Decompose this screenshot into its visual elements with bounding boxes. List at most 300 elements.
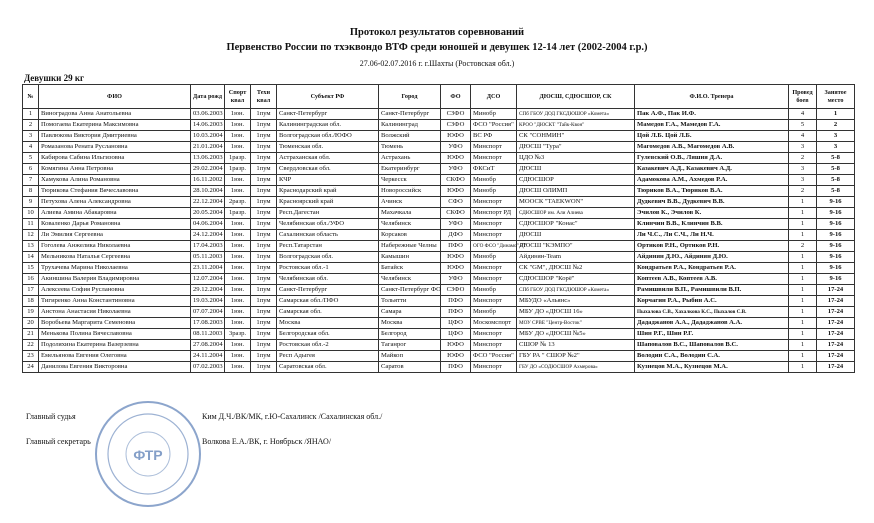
- table-cell: 22: [23, 340, 39, 351]
- chief-judge-value: Ким Д.Ч./ВК/МК, г.Ю-Сахалинск /Сахалинская обл./: [202, 412, 383, 421]
- table-cell: Кузнецов М.А., Кузнецов М.А.: [635, 362, 789, 373]
- table-cell: Санкт-Петербург ФО: [379, 285, 441, 296]
- table-row: [23, 307, 855, 318]
- table-cell: 23: [23, 351, 39, 362]
- table-cell: Минспорт: [471, 340, 517, 351]
- table-cell: 5-8: [817, 164, 855, 175]
- column-header: Провед боев: [789, 85, 817, 109]
- table-cell: СЗФО: [441, 285, 471, 296]
- table-cell: 3: [789, 142, 817, 153]
- table-cell: 2: [789, 241, 817, 252]
- table-cell: МБУ ДО «ДЮСШ 16»: [517, 307, 635, 318]
- table-cell: 16.11.2002: [191, 175, 225, 186]
- table-cell: МООСК "TAEKWON": [517, 197, 635, 208]
- table-cell: 17-24: [817, 351, 855, 362]
- table-cell: Трухачева Марина Николаевна: [39, 263, 191, 274]
- table-cell: Белгород: [379, 329, 441, 340]
- table-cell: 1юн.: [225, 318, 251, 329]
- table-cell: Шаповалов В.С., Шаповалов В.С.: [635, 340, 789, 351]
- table-cell: 17-24: [817, 329, 855, 340]
- table-cell: Пыхалова С.В., Хахалкова К.С., Пыхалов С.В.: [635, 307, 789, 318]
- table-cell: Респ Адыгея: [277, 351, 379, 362]
- table-cell: 14.06.2003: [191, 120, 225, 131]
- table-cell: ПФО: [441, 362, 471, 373]
- table-row: [23, 362, 855, 373]
- table-cell: Санкт-Петербург: [277, 109, 379, 120]
- table-cell: СК "GM", ДЮСШ №2: [517, 263, 635, 274]
- table-body: [23, 109, 855, 373]
- table-cell: 1разр.: [225, 208, 251, 219]
- table-cell: Виноградова Анна Анатольевна: [39, 109, 191, 120]
- table-cell: Москомспорт: [471, 318, 517, 329]
- table-cell: 2: [817, 120, 855, 131]
- table-cell: 1юн.: [225, 362, 251, 373]
- table-cell: СДЮСШОР "Корё": [517, 274, 635, 285]
- table-row: [23, 318, 855, 329]
- table-cell: Рамишвили В.П., Рамишвили В.П.: [635, 285, 789, 296]
- table-cell: 05.11.2003: [191, 252, 225, 263]
- table-cell: СДЮСШОР: [517, 175, 635, 186]
- table-cell: ОГО ФСО "Динамо" РТ: [471, 241, 517, 252]
- column-header: Ф.И.О. Тренера: [635, 85, 789, 109]
- table-cell: Волжский: [379, 131, 441, 142]
- table-cell: ЦФО: [441, 318, 471, 329]
- table-cell: 20: [23, 318, 39, 329]
- table-cell: 5: [789, 120, 817, 131]
- table-row: [23, 329, 855, 340]
- table-cell: ФСО "Россия": [471, 351, 517, 362]
- table-cell: 1пум: [251, 274, 277, 285]
- table-cell: 9-16: [817, 263, 855, 274]
- table-cell: Минобр: [471, 285, 517, 296]
- table-cell: Клинчин В.В., Клинчин В.В.: [635, 219, 789, 230]
- table-cell: 24: [23, 362, 39, 373]
- table-cell: Петухова Алена Александровна: [39, 197, 191, 208]
- table-cell: 1юн.: [225, 241, 251, 252]
- table-cell: 1пум: [251, 329, 277, 340]
- table-cell: 1юн.: [225, 340, 251, 351]
- table-cell: Мельникова Наталья Сергеевна: [39, 252, 191, 263]
- table-cell: ГБУ ДО «СОДЮСШОР Ахмерова»: [517, 362, 635, 373]
- table-cell: Санкт-Петербург: [277, 285, 379, 296]
- table-cell: 1: [789, 263, 817, 274]
- table-cell: ФКСиТ: [471, 164, 517, 175]
- table-cell: 1юн.: [225, 109, 251, 120]
- table-cell: Челябинск: [379, 219, 441, 230]
- table-cell: Адамокова А.М., Ахмедов Р.А.: [635, 175, 789, 186]
- table-cell: Минспорт: [471, 274, 517, 285]
- table-cell: ДЮСШ: [517, 164, 635, 175]
- table-row: [23, 120, 855, 131]
- table-cell: УФО: [441, 219, 471, 230]
- table-cell: УФО: [441, 164, 471, 175]
- table-cell: Саратовская обл.: [277, 362, 379, 373]
- table-cell: 3: [789, 175, 817, 186]
- column-header: Дата рожд: [191, 85, 225, 109]
- table-cell: Комягина Анна Петровна: [39, 164, 191, 175]
- table-cell: Батайск: [379, 263, 441, 274]
- table-cell: ЦДО №3: [517, 153, 635, 164]
- table-cell: 17-24: [817, 296, 855, 307]
- competition-title: Первенство России по тхэквондо ВТФ среди юношей и девушек 12-14 лет (2002-2004 г.р.): [226, 42, 648, 53]
- column-header: ДСО: [471, 85, 517, 109]
- table-cell: 1пум: [251, 362, 277, 373]
- table-cell: Минспорт: [471, 329, 517, 340]
- table-cell: 1пум: [251, 318, 277, 329]
- table-row: [23, 153, 855, 164]
- table-cell: Кабирова Сабина Ильгизовна: [39, 153, 191, 164]
- table-cell: Кондратьев Р.А., Кондратьев Р.А.: [635, 263, 789, 274]
- stamp-text: ФТР: [133, 447, 163, 463]
- table-cell: 29.02.2004: [191, 164, 225, 175]
- table-row: [23, 230, 855, 241]
- table-row: [23, 175, 855, 186]
- table-cell: Минспорт: [471, 197, 517, 208]
- table-cell: Шин Р.Г., Шин Р.Г.: [635, 329, 789, 340]
- table-cell: СДЮСШОР "Конас": [517, 219, 635, 230]
- table-cell: 19: [23, 307, 39, 318]
- table-cell: 7: [23, 175, 39, 186]
- table-cell: 1: [817, 109, 855, 120]
- table-row: [23, 252, 855, 263]
- table-cell: 1юн.: [225, 307, 251, 318]
- table-cell: СДЮСШОР им. Али Алиева: [517, 208, 635, 219]
- table-cell: 9-16: [817, 230, 855, 241]
- table-cell: 3разр.: [225, 329, 251, 340]
- table-cell: Корчагин Р.А., Рыбин А.С.: [635, 296, 789, 307]
- table-cell: 5-8: [817, 153, 855, 164]
- table-cell: 5-8: [817, 175, 855, 186]
- table-cell: 1пум: [251, 120, 277, 131]
- table-cell: Ли Ч.С., Ли С.Ч., Ли Н.Ч.: [635, 230, 789, 241]
- column-header: Город: [379, 85, 441, 109]
- table-row: [23, 241, 855, 252]
- table-cell: 17: [23, 285, 39, 296]
- table-cell: 1пум: [251, 131, 277, 142]
- table-cell: СЗФО: [441, 120, 471, 131]
- table-cell: 3: [789, 164, 817, 175]
- table-cell: 07.07.2004: [191, 307, 225, 318]
- table-cell: Челябинская обл.: [277, 274, 379, 285]
- table-cell: 1: [789, 230, 817, 241]
- table-cell: 9: [23, 197, 39, 208]
- column-header: №: [23, 85, 39, 109]
- table-cell: Айдинян-Team: [517, 252, 635, 263]
- table-cell: 1юн.: [225, 186, 251, 197]
- table-cell: Цой Л.Б. Цой Л.Б.: [635, 131, 789, 142]
- table-cell: 1: [789, 285, 817, 296]
- table-cell: Волгоградская обл.: [277, 252, 379, 263]
- table-cell: Тюменская обл.: [277, 142, 379, 153]
- table-cell: Калининград: [379, 120, 441, 131]
- table-row: [23, 274, 855, 285]
- table-cell: 24.12.2004: [191, 230, 225, 241]
- table-cell: 17-24: [817, 307, 855, 318]
- table-cell: СКФО: [441, 175, 471, 186]
- table-cell: 13.06.2003: [191, 153, 225, 164]
- column-header: Субъект РФ: [277, 85, 379, 109]
- table-cell: 1пум: [251, 175, 277, 186]
- table-cell: Корсаков: [379, 230, 441, 241]
- table-cell: 1: [789, 219, 817, 230]
- table-cell: Ли Эмилия Сергеевна: [39, 230, 191, 241]
- table-cell: Махачкала: [379, 208, 441, 219]
- column-header: Техн квал: [251, 85, 277, 109]
- table-cell: ЮФО: [441, 186, 471, 197]
- table-cell: 1юн.: [225, 351, 251, 362]
- table-cell: ДЮСШ "Тура": [517, 142, 635, 153]
- table-cell: Магомедов А.В., Магомедов А.В.: [635, 142, 789, 153]
- table-cell: 1пум: [251, 263, 277, 274]
- table-row: [23, 351, 855, 362]
- table-cell: 21.01.2004: [191, 142, 225, 153]
- table-cell: Краснодарский край: [277, 186, 379, 197]
- table-cell: ДЮСШ: [517, 230, 635, 241]
- table-cell: 17-24: [817, 318, 855, 329]
- table-cell: Минобр: [471, 252, 517, 263]
- table-cell: Сахалинская область: [277, 230, 379, 241]
- table-cell: 04.06.2004: [191, 219, 225, 230]
- table-cell: 5: [23, 153, 39, 164]
- table-cell: ФСО "Россия": [471, 120, 517, 131]
- table-cell: 1: [789, 307, 817, 318]
- table-cell: 3: [817, 131, 855, 142]
- column-header: Занятое место: [817, 85, 855, 109]
- table-cell: Москва: [277, 318, 379, 329]
- table-cell: 07.02.2003: [191, 362, 225, 373]
- document-title: Протокол результатов соревнований: [349, 27, 525, 38]
- table-cell: Ростовская обл.-1: [277, 263, 379, 274]
- table-cell: 1: [789, 208, 817, 219]
- table-row: [23, 219, 855, 230]
- table-cell: 1юн.: [225, 219, 251, 230]
- table-cell: 1пум: [251, 296, 277, 307]
- table-cell: 17-24: [817, 340, 855, 351]
- table-cell: Красноярский край: [277, 197, 379, 208]
- column-header: ФИО: [39, 85, 191, 109]
- table-cell: 1юн.: [225, 175, 251, 186]
- table-cell: Тигиренко Анна Константиновна: [39, 296, 191, 307]
- table-cell: Мамедов Г.А., Мамедов Г.А.: [635, 120, 789, 131]
- table-cell: Минспорт: [471, 263, 517, 274]
- table-cell: 21: [23, 329, 39, 340]
- table-cell: 08.11.2003: [191, 329, 225, 340]
- table-cell: 1: [789, 318, 817, 329]
- table-cell: 1пум: [251, 230, 277, 241]
- table-cell: 2: [789, 153, 817, 164]
- table-cell: ПФО: [441, 241, 471, 252]
- table-cell: 2разр.: [225, 197, 251, 208]
- table-cell: 1юн.: [225, 230, 251, 241]
- table-row: [23, 296, 855, 307]
- table-row: [23, 164, 855, 175]
- table-cell: Минспорт: [471, 219, 517, 230]
- table-cell: 11: [23, 219, 39, 230]
- table-cell: ЮФО: [441, 263, 471, 274]
- table-cell: ДЮСШ ОЛИМП: [517, 186, 635, 197]
- table-cell: Казакевич А.Д., Казакевич А.Д.: [635, 164, 789, 175]
- results-table: [22, 84, 855, 373]
- table-cell: 1пум: [251, 351, 277, 362]
- table-cell: Набережные Челны: [379, 241, 441, 252]
- table-cell: 12.07.2004: [191, 274, 225, 285]
- table-row: [23, 197, 855, 208]
- table-cell: Алиева Амина Абакаровна: [39, 208, 191, 219]
- table-row: [23, 131, 855, 142]
- table-cell: Павлюкова Виктория Дмитриевна: [39, 131, 191, 142]
- table-cell: СКФО: [441, 208, 471, 219]
- table-cell: Гулевский О.В., Ляшня Д.А.: [635, 153, 789, 164]
- column-header: ДЮСШ, СДЮСШОР, СК: [517, 85, 635, 109]
- table-cell: Тюрикова Стефания Вячеславовна: [39, 186, 191, 197]
- table-row: [23, 109, 855, 120]
- table-cell: Тюриков В.А., Тюриков В.А.: [635, 186, 789, 197]
- table-cell: Калининградская обл.: [277, 120, 379, 131]
- table-cell: Айдинян Д.Ю., Айдинян Д.Ю.: [635, 252, 789, 263]
- table-cell: 9-16: [817, 197, 855, 208]
- table-cell: 1юн.: [225, 274, 251, 285]
- table-cell: ПФО: [441, 307, 471, 318]
- table-cell: 1: [789, 197, 817, 208]
- table-cell: 03.06.2003: [191, 109, 225, 120]
- table-cell: 1пум: [251, 142, 277, 153]
- table-cell: 9-16: [817, 219, 855, 230]
- table-row: [23, 340, 855, 351]
- table-cell: 6: [23, 164, 39, 175]
- table-cell: ПФО: [441, 296, 471, 307]
- table-row: [23, 142, 855, 153]
- table-cell: 1: [23, 109, 39, 120]
- table-cell: 9-16: [817, 252, 855, 263]
- table-cell: Майкоп: [379, 351, 441, 362]
- table-cell: 2: [789, 186, 817, 197]
- table-cell: УФО: [441, 274, 471, 285]
- table-cell: ЦФО: [441, 329, 471, 340]
- table-cell: 1: [789, 296, 817, 307]
- table-cell: 1пум: [251, 252, 277, 263]
- table-cell: 3: [23, 131, 39, 142]
- table-row: [23, 263, 855, 274]
- table-cell: 4: [23, 142, 39, 153]
- table-cell: 1пум: [251, 219, 277, 230]
- table-cell: Емельянова Евгения Олеговна: [39, 351, 191, 362]
- table-cell: Помогаева Екатерина Максимовна: [39, 120, 191, 131]
- secretary-value: Волкова Е.А./ВК, г. Ноябрьск /ЯНАО/: [202, 437, 332, 446]
- table-cell: 17-24: [817, 285, 855, 296]
- table-cell: Таганрог: [379, 340, 441, 351]
- table-cell: 22.12.2004: [191, 197, 225, 208]
- table-cell: 1пум: [251, 285, 277, 296]
- table-cell: Минобр: [471, 109, 517, 120]
- table-cell: 10.03.2004: [191, 131, 225, 142]
- table-cell: Воробьева Маргарита Семеновна: [39, 318, 191, 329]
- table-cell: 9-16: [817, 274, 855, 285]
- table-cell: 1пум: [251, 186, 277, 197]
- table-cell: 1пум: [251, 241, 277, 252]
- table-cell: СФО: [441, 197, 471, 208]
- official-stamp: [92, 398, 204, 510]
- table-cell: Санкт-Петербург: [379, 109, 441, 120]
- secretary-label: Главный секретарь: [26, 437, 91, 446]
- table-cell: ЮФО: [441, 131, 471, 142]
- table-cell: 13: [23, 241, 39, 252]
- table-cell: Астраханская обл.: [277, 153, 379, 164]
- table-cell: 1юн.: [225, 131, 251, 142]
- table-cell: 1юн.: [225, 296, 251, 307]
- table-cell: Астрахань: [379, 153, 441, 164]
- table-cell: 24.11.2004: [191, 351, 225, 362]
- table-cell: ДЮСШ "КЭМПО": [517, 241, 635, 252]
- table-cell: Свердловская обл.: [277, 164, 379, 175]
- table-cell: Ортиков Р.Н., Ортиков Р.Н.: [635, 241, 789, 252]
- table-cell: 28.10.2004: [191, 186, 225, 197]
- table-row: [23, 186, 855, 197]
- table-cell: 19.03.2004: [191, 296, 225, 307]
- table-cell: Челябинская обл./УФО: [277, 219, 379, 230]
- table-cell: Дудкевич В.В., Дудкевич В.В.: [635, 197, 789, 208]
- table-cell: 23.11.2004: [191, 263, 225, 274]
- table-header-row: [23, 85, 855, 109]
- table-cell: ЮФО: [441, 153, 471, 164]
- table-row: [23, 208, 855, 219]
- table-cell: 1пум: [251, 307, 277, 318]
- table-cell: 1: [789, 340, 817, 351]
- table-cell: ВС РФ: [471, 131, 517, 142]
- table-cell: 16: [23, 274, 39, 285]
- table-cell: Белгородская обл.: [277, 329, 379, 340]
- column-header: ФО: [441, 85, 471, 109]
- table-cell: 12: [23, 230, 39, 241]
- table-cell: Екатеринбург: [379, 164, 441, 175]
- table-cell: Ростовская обл.-2: [277, 340, 379, 351]
- table-cell: Акиншина Валерия Владимировна: [39, 274, 191, 285]
- table-cell: Ромазанова Рената Руслановна: [39, 142, 191, 153]
- table-cell: МБУ ДО «ДЮСШ №5»: [517, 329, 635, 340]
- table-cell: 3: [817, 142, 855, 153]
- table-cell: Респ.Дагестан: [277, 208, 379, 219]
- table-cell: Алексеева София Руслановна: [39, 285, 191, 296]
- table-cell: ДФО: [441, 230, 471, 241]
- table-cell: 15: [23, 263, 39, 274]
- table-cell: 17.04.2003: [191, 241, 225, 252]
- table-cell: Минспорт: [471, 296, 517, 307]
- table-cell: Минобр: [471, 186, 517, 197]
- table-cell: 1юн.: [225, 142, 251, 153]
- table-cell: СШОР № 13: [517, 340, 635, 351]
- table-row: [23, 285, 855, 296]
- table-cell: Волгоградская обл./ЮФО: [277, 131, 379, 142]
- table-cell: Камышин: [379, 252, 441, 263]
- table-cell: ЮФО: [441, 351, 471, 362]
- table-cell: ЮФО: [441, 252, 471, 263]
- table-cell: Дададжанов А.А., Дададжанов А.А.: [635, 318, 789, 329]
- table-cell: 9-16: [817, 208, 855, 219]
- table-cell: Коваленко Дарья Романовна: [39, 219, 191, 230]
- table-cell: СК "СОНМИН": [517, 131, 635, 142]
- table-cell: 18: [23, 296, 39, 307]
- table-cell: Ачинск: [379, 197, 441, 208]
- column-header: Спорт квал: [225, 85, 251, 109]
- table-cell: Минспорт РД: [471, 208, 517, 219]
- table-cell: Хамукова Алина Романовна: [39, 175, 191, 186]
- table-cell: 1юн.: [225, 263, 251, 274]
- table-cell: 1: [789, 252, 817, 263]
- table-cell: Минспорт: [471, 153, 517, 164]
- table-cell: 1разр.: [225, 153, 251, 164]
- chief-judge-label: Главный судья: [26, 412, 76, 421]
- table-cell: 2: [23, 120, 39, 131]
- table-cell: ГБУ РА " СШОР №2": [517, 351, 635, 362]
